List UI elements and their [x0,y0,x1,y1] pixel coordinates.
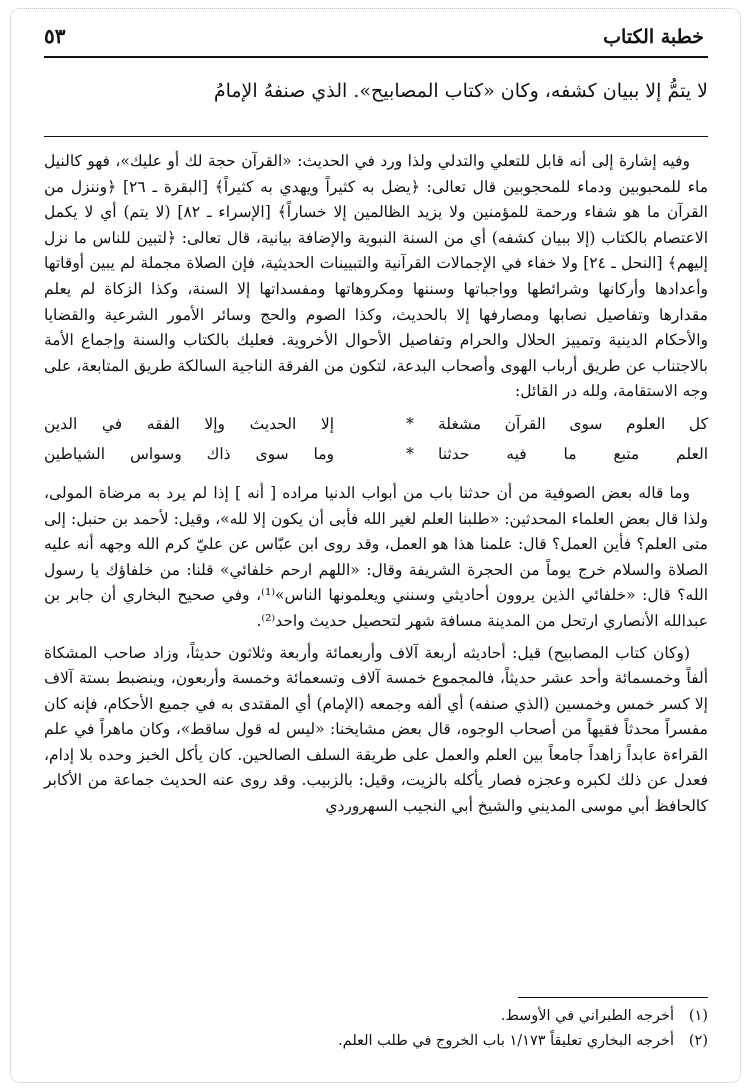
commentary-paragraph-3: (وكان كتاب المصابيح) قيل: أحاديثه أربعة آلاف وأربعمائة وأربعة وثلاثون حديثاً، وزاد صاحب المشكاة ألفاً وخمسمائة وأحد عشر حديثاً، فالمجموع خمسة آلاف وتسعمائة وخمسة وأربعون، وينضبط بستة آلاف إلا كسر خمس وخمسين (الذي صنفه) أي ألفه وجمعه (الإمام) أي المقتدى به في جميع الأحكام، فإنه كان مفسراً محدثاً فقيهاً من أصحاب الوجوه، قال بعض مشايخنا: «ليس له قول ساقط»، وكان ماهراً في علم القراءة عابداً زاهداً جامعاً بين العلم والعمل على طريقة السلف الصالحين. كان يأكل الخبز وحده بلا إدام، فعدل عن ذلك لكبره وعجزه فصار يأكله بالزيت، وقيل: بالزبيب. وقد روى عنه الحديث جماعة من الأكابر كالحافظ أبي موسى المديني والشيخ أبي النجيب السهروردي [44,643,708,816]
book-page [44,22,708,1072]
commentary-paragraph-2: وما قاله بعض الصوفية من أن حدثنا باب من أبواب الدنيا مراده [ أنه ] إذا لم يرد به مرضاة المولى، ولذا قال بعض العلماء المحدثين: «طلبنا العلم لغير الله فأبى أن يكون إلا لله»، وقيل: لأحمد بن حنبل: إلى متى العلم؟ فأين العمل؟ قال: علمنا هذا هو العمل، وقد روى ابن عبّاس عن عليّ كرم الله وجهه أنه عليه الصلاة والسلام خرج يوماً من الحجرة الشريفة وقال: «اللهم ارحم خلفائي» قلنا: من خلفاؤك يا رسول الله؟ قال: «خلفائي الذين يروون أحاديثي وسنني ويعلمونها الناس»⁽¹⁾، وفي صحيح البخاري أن جابر بن عبدالله الأنصاري ارتحل من المدينة مسافة شهر لتحصيل حديث واحد⁽²⁾. [44,483,709,630]
poem-separator: * [406,414,414,433]
footnote-text: أخرجه البخاري تعليقاً ١/١٧٣ باب الخروج في طلب العلم. [338,1033,674,1049]
poem-first-hemistich: العلم متبع ما فيه حدثنا [438,444,708,463]
poem-first-hemistich: كل العلوم سوى القرآن مشغلة [438,414,708,433]
running-header [44,22,708,58]
footnote [44,1029,708,1054]
poem-second-hemistich: إلا الحديث وإلا الفقه في الدين [44,414,334,433]
poem-separator: * [406,444,414,463]
poem-second-hemistich: وما سوى ذاك وسواس الشياطين [44,444,334,463]
footnotes [44,997,708,1054]
footnote-number: (١) [688,1008,708,1024]
poem [44,409,708,473]
page-number: ٥٣ [44,24,66,48]
matn-text: لا يتمُّ إلا ببيان كشفه، وكان «كتاب المصابيح». الذي صنفهُ الإمامُ [213,80,708,102]
commentary-paragraph-1: وفيه إشارة إلى أنه قابل للتعلي والتدلي ولذا ورد في الحديث: «القرآن حجة لك أو عليك»، فهو كالنيل ماء للمحبوبين ودماء للمحجوبين قال تعالى: ﴿يضل به كثيراً ويهدي به كثيراً﴾ [البقرة ـ ٢٦] ﴿وننزل من القرآن ما هو شفاء ورحمة للمؤمنين ولا يزيد الظالمين إلا خساراً﴾ [الإسراء ـ ٨٢] (لا يتم) أي لا يكمل الاعتصام بالكتاب (إلا ببيان كشفه) أي من السنة النبوية والإضافة بيانية، قال تعالى: ﴿لتبين للناس ما نزل إليهم﴾ [النحل ـ ٢٤] ولا خفاء في الإجمالات القرآنية والتبيينات الحديثية، فإن الصلاة مجملة لم يبين أوقاتها وأعدادها وأركانها وشرائطها وواجباتها وسننها ومكروهاتها ومفسداتها إلا السنة، وكذا الزكاة لم يعلم مقدارها وتفاصيل نصابها ومصارفها إلا بالحديث، وكذا الصوم والحج وسائر الأمور الشرعية والقضايا والأحكام الدينية وتمييز الحلال والحرام وتفاصيل الأحوال الأخروية. فعليك بالكتاب والسنة وإجماع الأمة بالاجتناب عن طريق أرباب الهوى وأصحاب البدعة، لتكون من الفرقة الناجية السالكة طريق المتابعة، على وجه الاستقامة، ولله در القائل: [44,152,709,401]
running-title: خطبة الكتاب [603,26,704,48]
poem-verse [44,439,708,469]
footnote-rule [518,997,708,998]
footnote [44,1004,708,1029]
poem-verse [44,409,708,439]
footnote-text: أخرجه الطبراني في الأوسط. [500,1008,674,1024]
footnote-number: (٢) [688,1033,708,1049]
matn-divider [44,136,708,137]
